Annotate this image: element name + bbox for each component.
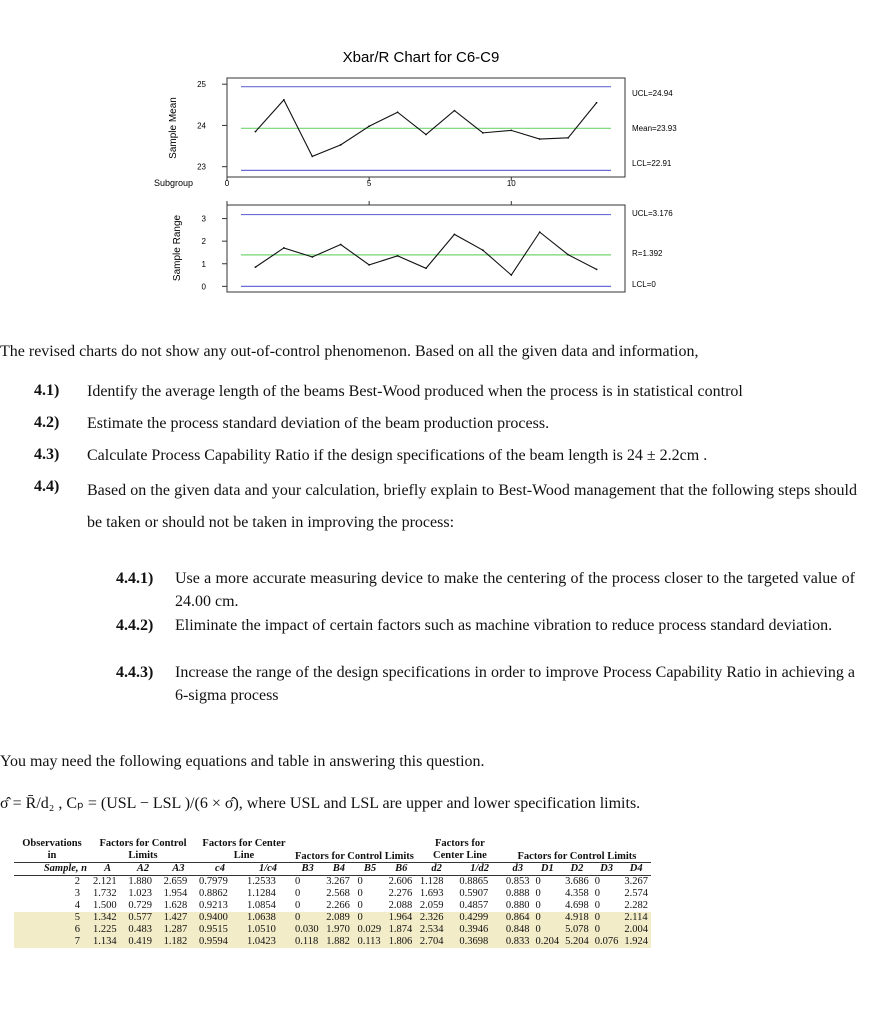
column-header: D4 — [629, 863, 643, 874]
table-cell: 4.698 — [565, 900, 589, 911]
table-cell: 6 — [14, 924, 90, 936]
table-cell: 2.121 — [93, 876, 117, 887]
range-lcl-label: LCL=0 — [632, 280, 656, 289]
xbar-data-point — [567, 137, 569, 139]
table-cell: 0 — [533, 912, 563, 924]
table-cell: 1.1284 — [247, 888, 276, 899]
table-cell: 1.693 — [419, 888, 444, 899]
table-cell: 0.8865 — [459, 876, 489, 887]
xbar-data-point — [596, 102, 598, 104]
table-cell: 0 — [295, 900, 301, 911]
table-cell: 2.266 — [326, 900, 350, 911]
table-cell: 4.358 — [565, 888, 589, 899]
table-cell: 2.568 — [326, 888, 350, 899]
question-text: Estimate the process standard deviation of the beam production process. — [87, 415, 550, 432]
table-cell: 0 — [295, 888, 301, 899]
x-tick-label: 0 — [224, 179, 230, 188]
table-cell: 1.732 — [93, 888, 117, 899]
table-cell: 0.9400 — [196, 912, 244, 924]
xbar-data-point — [454, 110, 456, 112]
table-cell: 4 — [74, 900, 80, 911]
column-header: A2 — [136, 863, 150, 874]
table-cell: 0 — [535, 876, 541, 887]
question-text: Identify the average length of the beams Best-Wood produced when the process is in statistical control — [87, 383, 743, 400]
table-cell: 0.9515 — [196, 924, 244, 936]
xbar-data-point — [340, 144, 342, 146]
table-cell: 1.0854 — [247, 900, 276, 911]
table-cell: 0.3946 — [456, 924, 503, 936]
range-data-point — [397, 255, 399, 257]
obs-header: Observations in — [22, 838, 82, 861]
range-ytick-label: 0 — [201, 282, 206, 292]
group-header: Factors for Center Line — [202, 838, 286, 862]
table-cell: 0 — [535, 900, 541, 911]
column-header: A3 — [172, 863, 185, 874]
table-cell: 2.059 — [419, 900, 444, 911]
table-cell: 4.918 — [562, 912, 592, 924]
range-data-point — [454, 233, 456, 235]
table-cell: 2.704 — [417, 936, 457, 948]
table-cell: 0.029 — [354, 924, 385, 936]
range-data-point — [368, 264, 370, 266]
table-cell: 0.483 — [125, 924, 160, 936]
table-cell: 1.880 — [128, 876, 152, 887]
table-cell: 0 — [295, 876, 301, 887]
subquestion-text: Increase the range of the design specifications in order to improve Process Capability Ratio in achieving a 6-sigma process — [175, 664, 855, 704]
table-cell: 0.577 — [125, 912, 160, 924]
table-cell: 5 — [14, 912, 90, 924]
range-data-point — [539, 231, 541, 233]
table-row — [14, 912, 651, 924]
column-header: D1 — [540, 863, 554, 874]
chart-title: Xbar/R Chart for C6-C9 — [342, 49, 500, 66]
xbar-ytick-label: 23 — [197, 162, 206, 172]
table-cell: 1.0423 — [244, 936, 292, 948]
range-ylabel: Sample Range — [172, 214, 183, 282]
column-header: D3 — [600, 863, 613, 874]
column-header: d3 — [512, 863, 523, 874]
table-cell: 1.342 — [90, 912, 125, 924]
xbar-lcl-label: LCL=22.91 — [632, 159, 672, 168]
table-cell: 5.078 — [562, 924, 592, 936]
question-number: 4.1) — [34, 382, 60, 399]
table-cell: 0 — [592, 912, 622, 924]
table-cell: 1.882 — [323, 936, 354, 948]
table-cell: 0.7979 — [199, 876, 228, 887]
xbar-panel — [227, 78, 625, 177]
subgroup-label: Subgroup — [154, 178, 194, 188]
table-row — [14, 924, 651, 936]
range-mean-label: R=1.392 — [632, 249, 663, 258]
table-cell: 1.023 — [128, 888, 152, 899]
table-cell: 0.848 — [503, 924, 533, 936]
range-data-point — [567, 254, 569, 256]
table-cell: 2.326 — [417, 912, 457, 924]
table-cell: 0.8862 — [199, 888, 228, 899]
column-header: B5 — [363, 863, 377, 874]
table-cell: 0.4857 — [459, 900, 489, 911]
xbar-ucl-label: UCL=24.94 — [632, 89, 673, 98]
table-cell: 1.128 — [419, 876, 444, 887]
xbar-data-point — [255, 131, 257, 133]
table-cell: 0.4299 — [456, 912, 503, 924]
table-cell: 1.427 — [161, 912, 196, 924]
table-cell: 3.267 — [326, 876, 350, 887]
column-header: Sample, n — [43, 863, 87, 874]
range-data-point — [283, 247, 285, 249]
table-cell: 3.267 — [624, 876, 649, 887]
group-header: Factors for Control Limits — [517, 850, 637, 862]
range-ytick-label: 2 — [201, 237, 206, 247]
table-cell: 1.628 — [163, 900, 188, 911]
table-cell: 7 — [14, 936, 90, 948]
xbar-ylabel: Sample Mean — [168, 97, 179, 159]
question-text: Calculate Process Capability Ratio if the design specifications of the beam length is 24 ± 2.2cm . — [87, 447, 708, 464]
xbar-data-point — [425, 134, 427, 136]
equations-intro: You may need the following equations and table in answering this question. — [0, 753, 485, 770]
table-cell: 0.113 — [354, 936, 385, 948]
xbar-data-point — [368, 125, 370, 127]
table-row — [14, 888, 651, 900]
subquestion-number: 4.4.1) — [116, 570, 154, 587]
range-ytick-label: 3 — [201, 214, 206, 224]
xbar-data-point — [539, 138, 541, 140]
range-data-point — [255, 266, 257, 268]
question-number: 4.3) — [34, 446, 60, 463]
range-data-point — [425, 267, 427, 269]
table-cell: 0.419 — [125, 936, 160, 948]
table-cell: 0.5907 — [459, 888, 489, 899]
table-cell: 2.114 — [621, 912, 651, 924]
table-cell: 0.729 — [128, 900, 152, 911]
column-header: 1/c4 — [258, 863, 278, 874]
formula: σ̂ = R̄/d₂ , Cₚ = (USL − LSL )/(6 × σ̂), where USL and LSL are upper and lower specification limits. — [0, 795, 641, 812]
xbar-r-chart — [0, 0, 885, 300]
table-cell: 0 — [592, 924, 622, 936]
table-cell: 3 — [74, 888, 80, 899]
range-ucl-label: UCL=3.176 — [632, 209, 673, 218]
table-cell: 0 — [594, 888, 601, 899]
range-ytick-label: 1 — [201, 259, 206, 269]
table-cell: 2.089 — [323, 912, 354, 924]
subquestion-text: Use a more accurate measuring device to make the centering of the process closer to the targeted value of 24.00 cm. — [175, 570, 855, 610]
table-cell: 1.2533 — [247, 876, 276, 887]
table-cell: 0.880 — [505, 900, 530, 911]
range-data-point — [340, 244, 342, 246]
range-data-point — [311, 256, 313, 258]
column-header: A — [104, 863, 112, 874]
table-cell: 1.874 — [386, 924, 417, 936]
table-row — [14, 936, 651, 948]
table-cell: 1.954 — [163, 888, 188, 899]
x-tick-label: 10 — [506, 179, 516, 188]
subquestion-text: Eliminate the impact of certain factors such as machine vibration to reduce process standard deviation. — [175, 617, 833, 634]
x-tick-label: 5 — [366, 179, 372, 188]
table-cell: 0 — [357, 900, 363, 911]
table-cell: 2.004 — [621, 924, 651, 936]
xbar-data-point — [510, 129, 512, 131]
column-header: d2 — [431, 863, 442, 874]
column-header: c4 — [215, 863, 225, 874]
table-cell: 2.276 — [388, 888, 413, 899]
table-cell: 0 — [357, 888, 363, 899]
table-cell: 1.0638 — [244, 912, 292, 924]
table-cell: 1.806 — [386, 936, 417, 948]
question-number: 4.2) — [34, 414, 60, 431]
table-cell: 0 — [535, 888, 541, 899]
group-header: Factors for Control Limits — [295, 850, 414, 862]
table-cell: 0 — [594, 876, 601, 887]
column-header: B6 — [395, 863, 408, 874]
range-data-point — [510, 274, 512, 276]
table-cell: 0 — [594, 900, 601, 911]
group-header: Factors for Control Limits — [99, 838, 187, 862]
column-header: D2 — [570, 863, 584, 874]
table-row — [14, 876, 651, 889]
table-cell: 0.3698 — [456, 936, 503, 948]
table-cell: 0.9213 — [199, 900, 228, 911]
table-cell: 2.659 — [163, 876, 188, 887]
subquestion-number: 4.4.2) — [116, 617, 154, 634]
intro-text: The revised charts do not show any out-of-control phenomenon. Based on all the given data and information, — [0, 343, 699, 360]
question-number: 4.4) — [34, 478, 60, 495]
column-header: B4 — [332, 863, 345, 874]
table-cell: 0.076 — [592, 936, 622, 948]
table-cell: 2.088 — [388, 900, 413, 911]
table-cell: 0.9594 — [196, 936, 244, 948]
table-cell: 1.970 — [323, 924, 354, 936]
table-cell: 0.204 — [533, 936, 563, 948]
table-cell: 1.0510 — [244, 924, 292, 936]
table-cell: 0 — [533, 924, 563, 936]
xbar-data-point — [482, 132, 484, 134]
table-cell: 2.606 — [388, 876, 413, 887]
table-cell: 0.833 — [503, 936, 533, 948]
table-cell: 0.888 — [505, 888, 530, 899]
xbar-data-point — [311, 155, 313, 157]
table-cell: 0 — [292, 912, 323, 924]
table-cell: 1.287 — [161, 924, 196, 936]
table-cell: 2.574 — [624, 888, 649, 899]
xbar-data-point — [283, 99, 285, 101]
xbar-ytick-label: 25 — [197, 80, 206, 90]
table-cell: 3.686 — [565, 876, 589, 887]
table-cell: 1.924 — [621, 936, 651, 948]
table-cell: 1.964 — [386, 912, 417, 924]
column-header: B3 — [301, 863, 314, 874]
subquestion-number: 4.4.3) — [116, 664, 154, 681]
table-cell: 0 — [354, 912, 385, 924]
table-cell: 0.864 — [503, 912, 533, 924]
question-text: Based on the given data and your calculation, briefly explain to Best-Wood management that the following steps should be taken or should not be taken in improving the process: — [87, 482, 857, 531]
xbar-ytick-label: 24 — [197, 121, 206, 131]
table-cell: 1.134 — [90, 936, 125, 948]
table-cell: 1.225 — [90, 924, 125, 936]
table-cell: 0.118 — [292, 936, 323, 948]
table-cell: 2 — [74, 876, 80, 887]
table-cell: 5.204 — [562, 936, 592, 948]
table-cell: 1.500 — [93, 900, 117, 911]
table-cell: 0 — [357, 876, 363, 887]
table-cell: 0.030 — [292, 924, 323, 936]
column-header: 1/d2 — [470, 863, 489, 874]
group-header: Factors for Center Line — [433, 838, 487, 862]
table-cell: 0.853 — [505, 876, 530, 887]
factors-table — [14, 838, 651, 948]
table-cell: 1.182 — [161, 936, 196, 948]
xbar-data-point — [397, 111, 399, 113]
table-cell: 2.534 — [417, 924, 457, 936]
table-row — [14, 900, 651, 912]
range-data-point — [596, 269, 598, 271]
table-cell: 2.282 — [624, 900, 649, 911]
xbar-mean-label: Mean=23.93 — [632, 124, 677, 133]
range-data-point — [482, 249, 484, 251]
